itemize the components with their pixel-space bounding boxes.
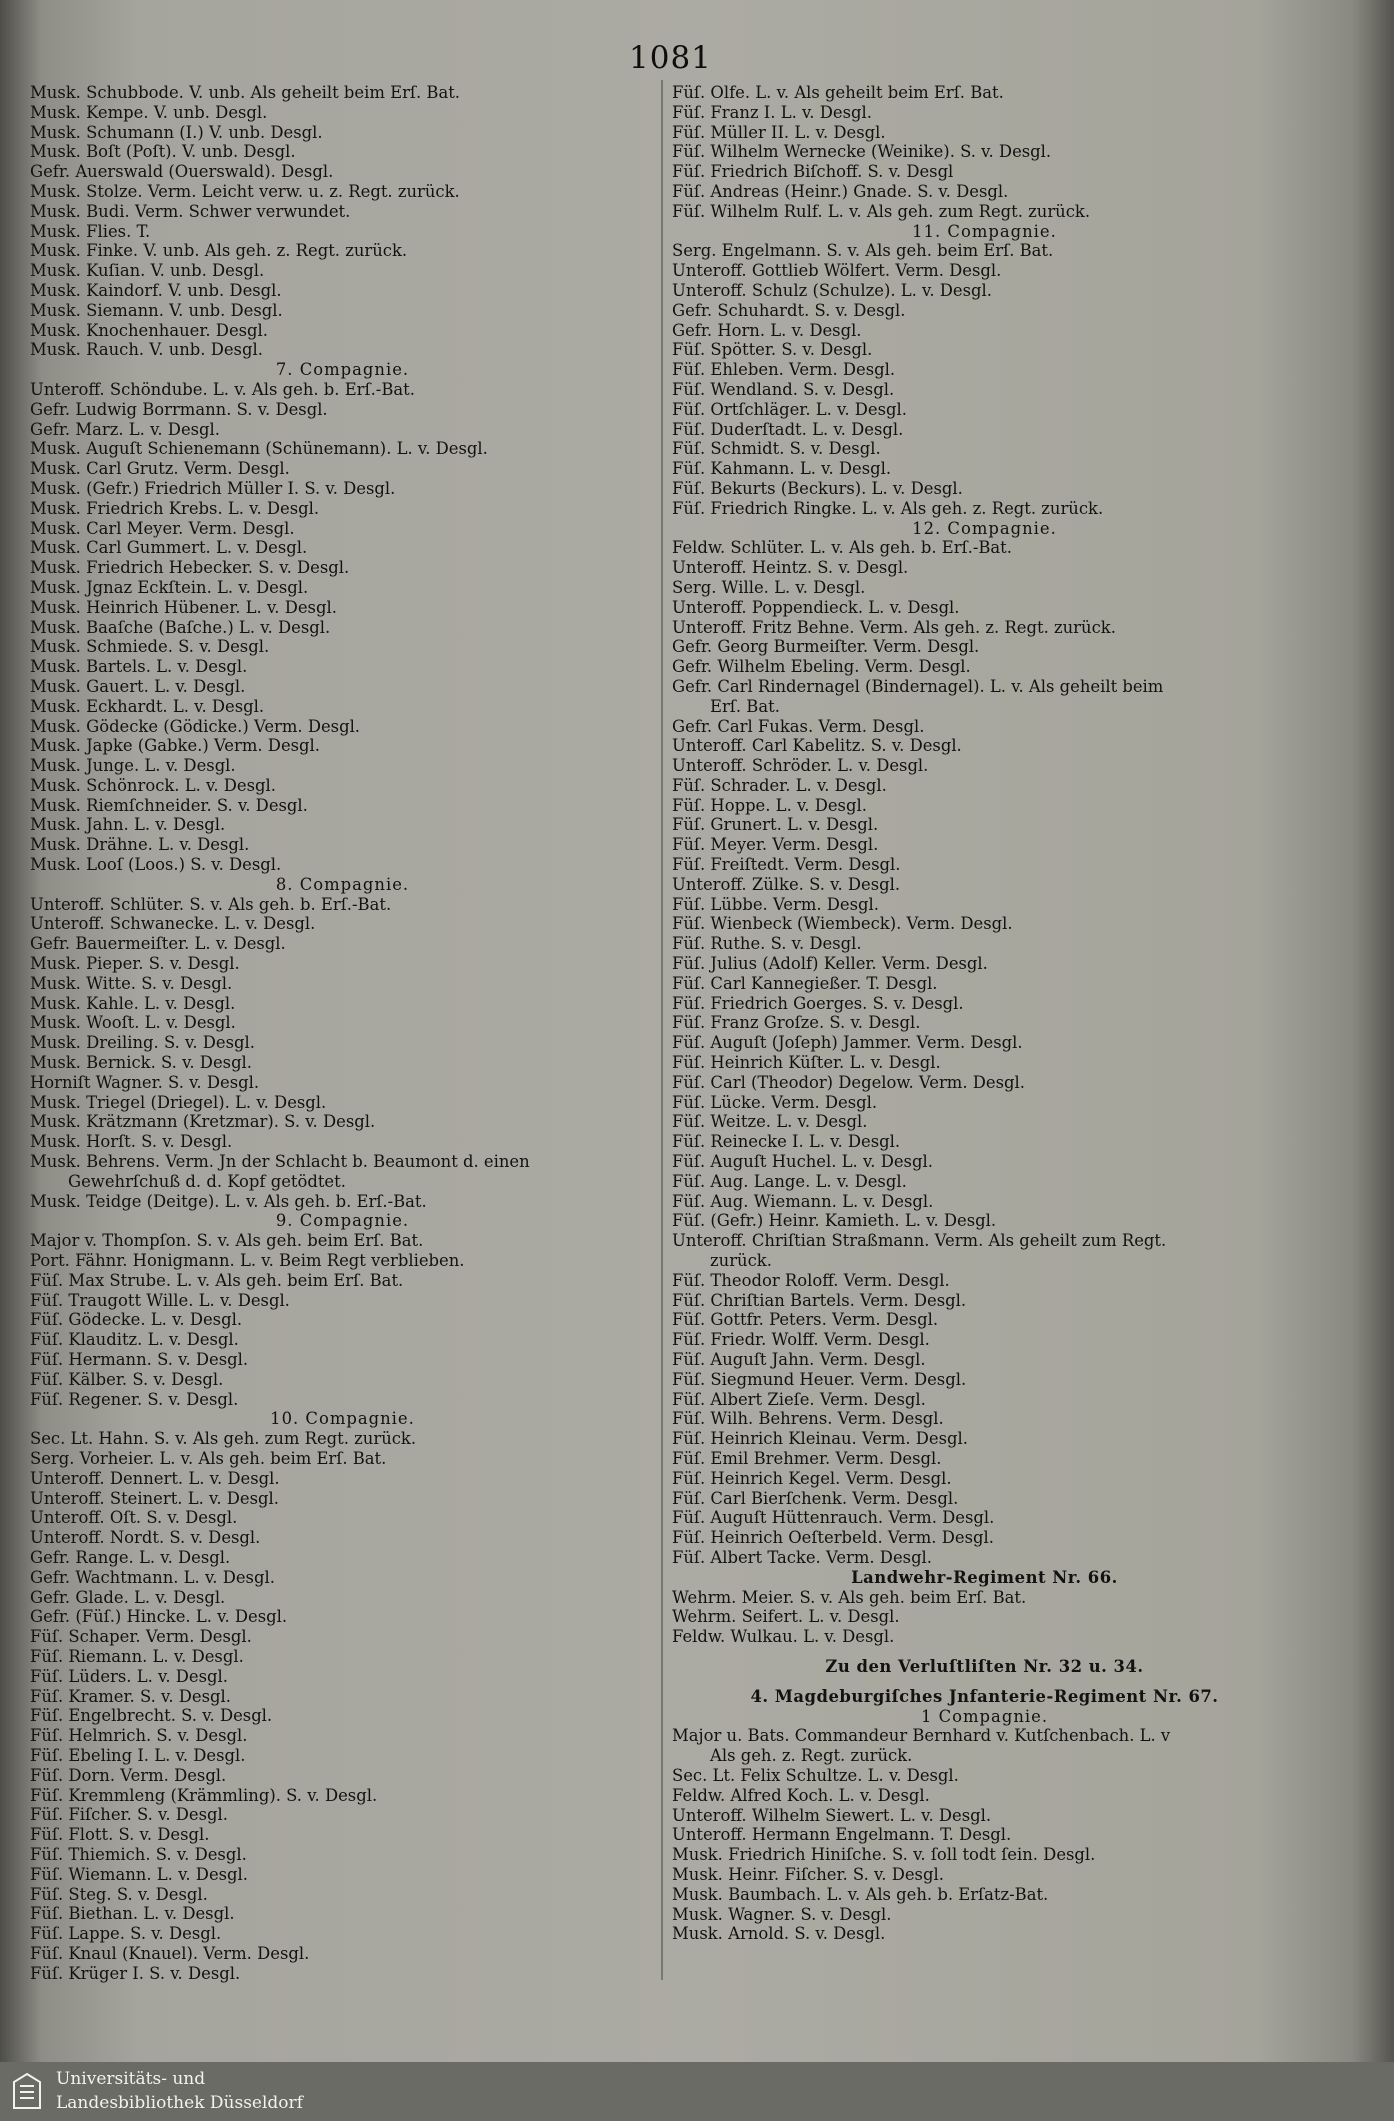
casualty-entry: Feldw. Alfred Koch. L. v. Desgl. (672, 1785, 930, 1805)
entry-continuation: zurück. (710, 1251, 772, 1271)
casualty-entry: Gefr. (Füſ.) Hincke. L. v. Desgl. (30, 1607, 288, 1627)
casualty-entry: Füſ. Müller II. L. v. Desgl. (672, 122, 886, 142)
casualty-entry: Unteroff. Zülke. S. v. Desgl. (672, 874, 901, 894)
casualty-entry: Musk. Kempe. V. unb. Desgl. (30, 102, 268, 122)
casualty-entry: Unteroff. Gottlieb Wölfert. Verm. Desgl. (672, 261, 1002, 281)
casualty-entry: Füſ. Albert Tacke. Verm. Desgl. (672, 1547, 933, 1567)
casualty-entry: Musk. Kuſian. V. unb. Desgl. (30, 261, 265, 281)
casualty-entry: Musk. Triegel (Driegel). L. v. Desgl. (30, 1092, 327, 1112)
company-heading: 11. Compagnie. (912, 221, 1057, 241)
casualty-entry: Musk. Kaindorf. V. unb. Desgl. (30, 280, 282, 300)
casualty-entry: Sec. Lt. Felix Schultze. L. v. Desgl. (672, 1765, 959, 1785)
casualty-entry: Füſ. Reinecke I. L. v. Desgl. (672, 1132, 901, 1152)
casualty-entry: Unteroff. Schwanecke. L. v. Desgl. (30, 914, 316, 934)
casualty-entry: Musk. Jgnaz Eckſtein. L. v. Desgl. (30, 577, 309, 597)
company-heading: 1 Compagnie. (920, 1706, 1049, 1726)
casualty-entry: Unteroff. Poppendieck. L. v. Desgl. (672, 597, 960, 617)
casualty-entry: Füſ. Engelbrecht. S. v. Desgl. (30, 1706, 273, 1726)
casualty-entry: Füſ. Krüger I. S. v. Desgl. (30, 1963, 241, 1983)
casualty-entry: Füſ. Gottfr. Peters. Verm. Desgl. (672, 1310, 939, 1330)
casualty-entry: Musk. (Gefr.) Friedrich Müller I. S. v. Desgl. (30, 478, 396, 498)
casualty-entry: Füſ. Andreas (Heinr.) Gnade. S. v. Desgl. (672, 181, 1009, 201)
casualty-entry: Unteroff. Nordt. S. v. Desgl. (30, 1528, 261, 1548)
casualty-entry: Musk. Friedrich Krebs. L. v. Desgl. (30, 498, 320, 518)
casualty-entry: Wehrm. Seifert. L. v. Desgl. (672, 1607, 900, 1627)
casualty-entry: Füſ. Carl Bierſchenk. Verm. Desgl. (672, 1488, 959, 1508)
right-column (672, 83, 1297, 1944)
casualty-entry: Füſ. Riemann. L. v. Desgl. (30, 1646, 244, 1666)
casualty-entry: Füſ. Helmrich. S. v. Desgl. (30, 1726, 248, 1746)
casualty-entry: Füſ. Traugott Wille. L. v. Desgl. (30, 1290, 290, 1310)
casualty-entry: Unteroff. Heintz. S. v. Desgl. (672, 558, 909, 578)
library-logo-icon (12, 2072, 42, 2110)
entry-continuation: Als geh. z. Regt. zurück. (710, 1746, 913, 1766)
casualty-entry: Füſ. Auguſt Hüttenrauch. Verm. Desgl. (672, 1508, 995, 1528)
casualty-entry: Füſ. Freiſtedt. Verm. Desgl. (672, 855, 901, 875)
casualty-entry: Füſ. Flott. S. v. Desgl. (30, 1825, 210, 1845)
casualty-entry: Musk. Knochenhauer. Desgl. (30, 320, 268, 340)
library-footer (0, 2062, 1394, 2121)
casualty-entry: Unteroff. Schlüter. S. v. Als geh. b. Erſ.-Bat. (30, 894, 392, 914)
casualty-entry: Füſ. Kälber. S. v. Desgl. (30, 1369, 224, 1389)
casualty-entry: Füſ. Kahmann. L. v. Desgl. (672, 459, 892, 479)
regiment-heading: Landwehr-Regiment Nr. 66. (851, 1567, 1118, 1587)
casualty-entry: Musk. Horſt. S. v. Desgl. (30, 1132, 233, 1152)
casualty-entry: Gefr. Horn. L. v. Desgl. (672, 320, 862, 340)
casualty-entry: Füſ. Max Strube. L. v. Als geh. beim Erſ. Bat. (30, 1270, 404, 1290)
casualty-entry: Feldw. Wulkau. L. v. Desgl. (672, 1627, 895, 1647)
casualty-entry: Gefr. Schuhardt. S. v. Desgl. (672, 300, 906, 320)
casualty-entry: Füſ. Regener. S. v. Desgl. (30, 1389, 239, 1409)
casualty-entry: Unteroff. Carl Kabelitz. S. v. Desgl. (672, 736, 962, 756)
casualty-entry: Unteroff. Fritz Behne. Verm. Als geh. z. Regt. zurück. (672, 617, 1116, 637)
casualty-entry: Musk. Finke. V. unb. Als geh. z. Regt. zurück. (30, 241, 408, 261)
casualty-entry: Füſ. Carl (Theodor) Degelow. Verm. Desgl. (672, 1072, 1025, 1092)
casualty-entry: Musk. Carl Grutz. Verm. Desgl. (30, 459, 290, 479)
casualty-entry: Musk. Behrens. Verm. Jn der Schlacht b. Beaumont d. einen (30, 1152, 530, 1172)
casualty-entry: Füſ. (Gefr.) Heinr. Kamieth. L. v. Desgl. (672, 1211, 997, 1231)
casualty-entry: Musk. Eckhardt. L. v. Desgl. (30, 696, 265, 716)
entry-continuation: Gewehrſchuß d. d. Kopf getödtet. (68, 1171, 346, 1191)
casualty-entry: Unteroff. Schöndube. L. v. Als geh. b. Erſ.-Bat. (30, 379, 415, 399)
casualty-entry: Musk. Rauch. V. unb. Desgl. (30, 340, 263, 360)
casualty-entry: Musk. Jahn. L. v. Desgl. (30, 815, 226, 835)
column-divider (661, 80, 663, 1980)
casualty-entry: Major u. Bats. Commandeur Bernhard v. Kutſchenbach. L. v (672, 1726, 1171, 1746)
casualty-entry: Füſ. Julius (Adolf) Keller. Verm. Desgl. (672, 954, 988, 974)
casualty-entry: Serg. Vorheier. L. v. Als geh. beim Erſ. Bat. (30, 1448, 387, 1468)
casualty-entry: Serg. Wille. L. v. Desgl. (672, 577, 866, 597)
casualty-entry: Füſ. Thiemich. S. v. Desgl. (30, 1844, 247, 1864)
casualty-entry: Musk. Bartels. L. v. Desgl. (30, 657, 248, 677)
casualty-entry: Füſ. Heinrich Oeſterbeld. Verm. Desgl. (672, 1528, 994, 1548)
casualty-entry: Füſ. Schrader. L. v. Desgl. (672, 775, 887, 795)
casualty-entry: Füſ. Grunert. L. v. Desgl. (672, 815, 879, 835)
casualty-entry: Füſ. Klauditz. L. v. Desgl. (30, 1330, 239, 1350)
casualty-entry: Horniſt Wagner. S. v. Desgl. (30, 1072, 260, 1092)
casualty-entry: Füſ. Ortſchläger. L. v. Desgl. (672, 399, 907, 419)
company-heading: 9. Compagnie. (275, 1211, 410, 1231)
casualty-entry: Musk. Schmiede. S. v. Desgl. (30, 637, 270, 657)
casualty-entry: Feldw. Schlüter. L. v. Als geh. b. Erſ.-Bat. (672, 538, 1012, 558)
casualty-entry: Musk. Baaſche (Baſche.) L. v. Desgl. (30, 617, 331, 637)
casualty-entry: Musk. Schumann (I.) V. unb. Desgl. (30, 122, 323, 142)
casualty-entry: Unteroff. Oſt. S. v. Desgl. (30, 1508, 238, 1528)
casualty-entry: Musk. Baumbach. L. v. Als geh. b. Erſatz-Bat. (672, 1884, 1049, 1904)
casualty-entry: Musk. Friedrich Hebecker. S. v. Desgl. (30, 558, 350, 578)
casualty-entry: Unteroff. Steinert. L. v. Desgl. (30, 1488, 279, 1508)
casualty-entry: Gefr. Wilhelm Ebeling. Verm. Desgl. (672, 657, 971, 677)
casualty-entry: Füſ. Wilh. Behrens. Verm. Desgl. (672, 1409, 944, 1429)
casualty-entry: Füſ. Lappe. S. v. Desgl. (30, 1924, 222, 1944)
casualty-entry: Füſ. Friedrich Ringke. L. v. Als geh. z. Regt. zurück. (672, 498, 1104, 518)
casualty-entry: Füſ. Lübbe. Verm. Desgl. (672, 894, 879, 914)
casualty-entry: Port. Fähnr. Honigmann. L. v. Beim Regt verblieben. (30, 1251, 465, 1271)
casualty-entry: Musk. Gödecke (Gödicke.) Verm. Desgl. (30, 716, 361, 736)
casualty-entry: Füſ. Franz I. L. v. Desgl. (672, 102, 872, 122)
casualty-entry: Gefr. Carl Fukas. Verm. Desgl. (672, 716, 925, 736)
casualty-entry: Füſ. Chriſtian Bartels. Verm. Desgl. (672, 1290, 967, 1310)
casualty-entry: Füſ. Ebeling I. L. v. Desgl. (30, 1745, 246, 1765)
casualty-entry: Füſ. Dorn. Verm. Desgl. (30, 1765, 227, 1785)
casualty-entry: Füſ. Wendland. S. v. Desgl. (672, 379, 895, 399)
casualty-entry: Unteroff. Schulz (Schulze). L. v. Desgl. (672, 280, 992, 300)
section-heading: 4. Magdeburgiſches Jnfanterie-Regiment Nr. 67. (750, 1686, 1219, 1706)
casualty-entry: Füſ. Hermann. S. v. Desgl. (30, 1350, 249, 1369)
casualty-entry: Füſ. Aug. Lange. L. v. Desgl. (672, 1171, 907, 1191)
casualty-entry: Musk. Wooſt. L. v. Desgl. (30, 1013, 236, 1033)
casualty-entry: Füſ. Ehleben. Verm. Desgl. (672, 360, 896, 380)
casualty-entry: Füſ. Friedr. Wolff. Verm. Desgl. (672, 1330, 930, 1350)
casualty-entry: Musk. Siemann. V. unb. Desgl. (30, 300, 283, 320)
casualty-entry: Musk. Carl Gummert. L. v. Desgl. (30, 538, 308, 558)
casualty-entry: Füſ. Emil Brehmer. Verm. Desgl. (672, 1448, 942, 1468)
casualty-entry: Füſ. Fiſcher. S. v. Desgl. (30, 1805, 228, 1825)
casualty-entry: Gefr. Marz. L. v. Desgl. (30, 419, 220, 439)
casualty-entry: Füſ. Meyer. Verm. Desgl. (672, 835, 879, 855)
footer-line-2: Landesbibliothek Düsseldorf (56, 2093, 303, 2113)
casualty-entry: Unteroff. Hermann Engelmann. T. Desgl. (672, 1825, 1012, 1845)
casualty-entry: Gefr. Carl Rindernagel (Bindernagel). L. v. Als geheilt beim (672, 676, 1164, 696)
casualty-entry: Musk. Schönrock. L. v. Desgl. (30, 775, 276, 795)
casualty-entry: Serg. Engelmann. S. v. Als geh. beim Erſ. Bat. (672, 241, 1054, 261)
casualty-entry: Musk. Kahle. L. v. Desgl. (30, 993, 236, 1013)
casualty-entry: Füſ. Lüders. L. v. Desgl. (30, 1666, 228, 1686)
casualty-entry: Musk. Bernick. S. v. Desgl. (30, 1053, 253, 1073)
casualty-entry: Füſ. Albert Zieſe. Verm. Desgl. (672, 1389, 926, 1409)
casualty-entry: Unteroff. Schröder. L. v. Desgl. (672, 756, 929, 776)
casualty-entry: Füſ. Carl Kannegießer. T. Desgl. (672, 973, 938, 993)
casualty-entry: Musk. Krätzmann (Kretzmar). S. v. Desgl. (30, 1112, 376, 1132)
casualty-entry: Musk. Dreiling. S. v. Desgl. (30, 1033, 255, 1053)
section-heading: Zu den Verluſtliſten Nr. 32 u. 34. (825, 1656, 1144, 1676)
casualty-entry: Musk. Teidge (Deitge). L. v. Als geh. b. Erſ.-Bat. (30, 1191, 427, 1211)
casualty-entry: Füſ. Theodor Roloff. Verm. Desgl. (672, 1270, 950, 1290)
casualty-entry: Musk. Heinr. Fiſcher. S. v. Desgl. (672, 1864, 944, 1884)
casualty-entry: Füſ. Siegmund Heuer. Verm. Desgl. (672, 1369, 967, 1389)
casualty-entry: Wehrm. Meier. S. v. Als geh. beim Erſ. Bat. (672, 1587, 1027, 1607)
company-heading: 10. Compagnie. (270, 1409, 415, 1429)
casualty-entry: Füſ. Knaul (Knauel). Verm. Desgl. (30, 1943, 310, 1963)
casualty-entry: Füſ. Kramer. S. v. Desgl. (30, 1686, 231, 1706)
casualty-entry: Füſ. Wilhelm Rulf. L. v. Als geh. zum Regt. zurück. (672, 201, 1091, 221)
casualty-entry: Musk. Pieper. S. v. Desgl. (30, 954, 240, 974)
left-column (30, 83, 655, 1984)
casualty-entry: Musk. Witte. S. v. Desgl. (30, 973, 233, 993)
casualty-entry: Füſ. Schmidt. S. v. Desgl. (672, 439, 881, 459)
casualty-entry: Füſ. Weitze. L. v. Desgl. (672, 1112, 868, 1132)
casualty-entry: Musk. Carl Meyer. Verm. Desgl. (30, 518, 295, 538)
company-heading: 8. Compagnie. (275, 874, 410, 894)
entry-continuation: Erſ. Bat. (710, 696, 780, 716)
casualty-entry: Musk. Schubbode. V. unb. Als geheilt beim Erſ. Bat. (30, 83, 461, 102)
casualty-entry: Füſ. Ruthe. S. v. Desgl. (672, 934, 862, 954)
casualty-entry: Gefr. Bauermeiſter. L. v. Desgl. (30, 934, 286, 954)
casualty-entry: Major v. Thompſon. S. v. Als geh. beim Erſ. Bat. (30, 1231, 424, 1251)
casualty-entry: Füſ. Heinrich Kegel. Verm. Desgl. (672, 1468, 952, 1488)
casualty-entry: Musk. Flies. T. (30, 221, 151, 241)
casualty-entry: Musk. Friedrich Hiniſche. S. v. ſoll todt ſein. Desgl. (672, 1845, 1096, 1865)
casualty-entry: Musk. Arnold. S. v. Desgl. (672, 1924, 886, 1944)
casualty-entry: Gefr. Ludwig Borrmann. S. v. Desgl. (30, 399, 328, 419)
casualty-entry: Füſ. Wilhelm Wernecke (Weinike). S. v. Desgl. (672, 142, 1052, 162)
casualty-entry: Füſ. Aug. Wiemann. L. v. Desgl. (672, 1191, 934, 1211)
casualty-entry: Füſ. Franz Groſze. S. v. Desgl. (672, 1013, 921, 1033)
casualty-entry: Gefr. Range. L. v. Desgl. (30, 1547, 231, 1567)
casualty-entry: Füſ. Gödecke. L. v. Desgl. (30, 1310, 243, 1330)
casualty-entry: Füſ. Spötter. S. v. Desgl. (672, 340, 873, 360)
casualty-entry: Füſ. Wienbeck (Wiembeck). Verm. Desgl. (672, 914, 1013, 934)
casualty-entry: Musk. Auguſt Schienemann (Schünemann). L. v. Desgl. (30, 439, 488, 459)
casualty-entry: Gefr. Wachtmann. L. v. Desgl. (30, 1567, 275, 1587)
footer-line-1: Universitäts- und (56, 2069, 206, 2089)
casualty-entry: Musk. Riemſchneider. S. v. Desgl. (30, 795, 308, 815)
casualty-entry: Füſ. Friedrich Goerges. S. v. Desgl. (672, 993, 964, 1013)
casualty-entry: Füſ. Auguſt Huchel. L. v. Desgl. (672, 1152, 933, 1172)
casualty-entry: Musk. Stolze. Verm. Leicht verw. u. z. Regt. zurück. (30, 181, 460, 201)
casualty-entry: Füſ. Friedrich Biſchoff. S. v. Desgl (672, 162, 954, 182)
casualty-entry: Unteroff. Wilhelm Siewert. L. v. Desgl. (672, 1805, 992, 1825)
casualty-entry: Füſ. Steg. S. v. Desgl. (30, 1884, 208, 1904)
page-number: 1081 (629, 40, 712, 76)
casualty-entry: Musk. Gauert. L. v. Desgl. (30, 676, 246, 696)
casualty-entry: Füſ. Olfe. L. v. Als geheilt beim Erſ. Bat. (672, 83, 1004, 102)
casualty-entry: Gefr. Auerswald (Ouerswald). Desgl. (30, 162, 334, 182)
casualty-entry: Musk. Boſt (Poſt). V. unb. Desgl. (30, 142, 296, 162)
casualty-entry: Füſ. Heinrich Küſter. L. v. Desgl. (672, 1053, 941, 1073)
casualty-entry: Musk. Wagner. S. v. Desgl. (672, 1904, 892, 1924)
casualty-entry: Füſ. Auguſt (Joſeph) Jammer. Verm. Desgl. (672, 1033, 1023, 1053)
casualty-entry: Musk. Junge. L. v. Desgl. (30, 756, 236, 776)
casualty-entry: Füſ. Duderſtadt. L. v. Desgl. (672, 419, 904, 439)
casualty-entry: Musk. Drähne. L. v. Desgl. (30, 835, 250, 855)
casualty-entry: Unteroff. Dennert. L. v. Desgl. (30, 1468, 280, 1488)
casualty-entry: Füſ. Hoppe. L. v. Desgl. (672, 795, 867, 815)
casualty-entry: Gefr. Glade. L. v. Desgl. (30, 1587, 226, 1607)
casualty-entry: Musk. Heinrich Hübener. L. v. Desgl. (30, 597, 337, 617)
casualty-entry: Sec. Lt. Hahn. S. v. Als geh. zum Regt. zurück. (30, 1429, 417, 1449)
casualty-entry: Füſ. Lücke. Verm. Desgl. (672, 1092, 878, 1112)
company-heading: 7. Compagnie. (275, 360, 410, 380)
casualty-entry: Gefr. Georg Burmeiſter. Verm. Desgl. (672, 637, 980, 657)
casualty-entry: Musk. Budi. Verm. Schwer verwundet. (30, 201, 351, 221)
casualty-entry: Füſ. Schaper. Verm. Desgl. (30, 1627, 252, 1647)
casualty-entry: Füſ. Heinrich Kleinau. Verm. Desgl. (672, 1429, 968, 1449)
casualty-entry: Füſ. Kremmleng (Krämmling). S. v. Desgl. (30, 1785, 378, 1805)
casualty-entry: Musk. Looſ (Loos.) S. v. Desgl. (30, 855, 282, 875)
casualty-entry: Musk. Japke (Gabke.) Verm. Desgl. (30, 736, 321, 756)
casualty-entry: Unteroff. Chriſtian Straßmann. Verm. Als geheilt zum Regt. (672, 1231, 1167, 1251)
casualty-entry: Füſ. Biethan. L. v. Desgl. (30, 1904, 235, 1924)
casualty-entry: Füſ. Auguſt Jahn. Verm. Desgl. (672, 1350, 926, 1369)
company-heading: 12. Compagnie. (912, 518, 1057, 538)
casualty-entry: Füſ. Bekurts (Beckurs). L. v. Desgl. (672, 478, 963, 498)
casualty-entry: Füſ. Wiemann. L. v. Desgl. (30, 1864, 248, 1884)
